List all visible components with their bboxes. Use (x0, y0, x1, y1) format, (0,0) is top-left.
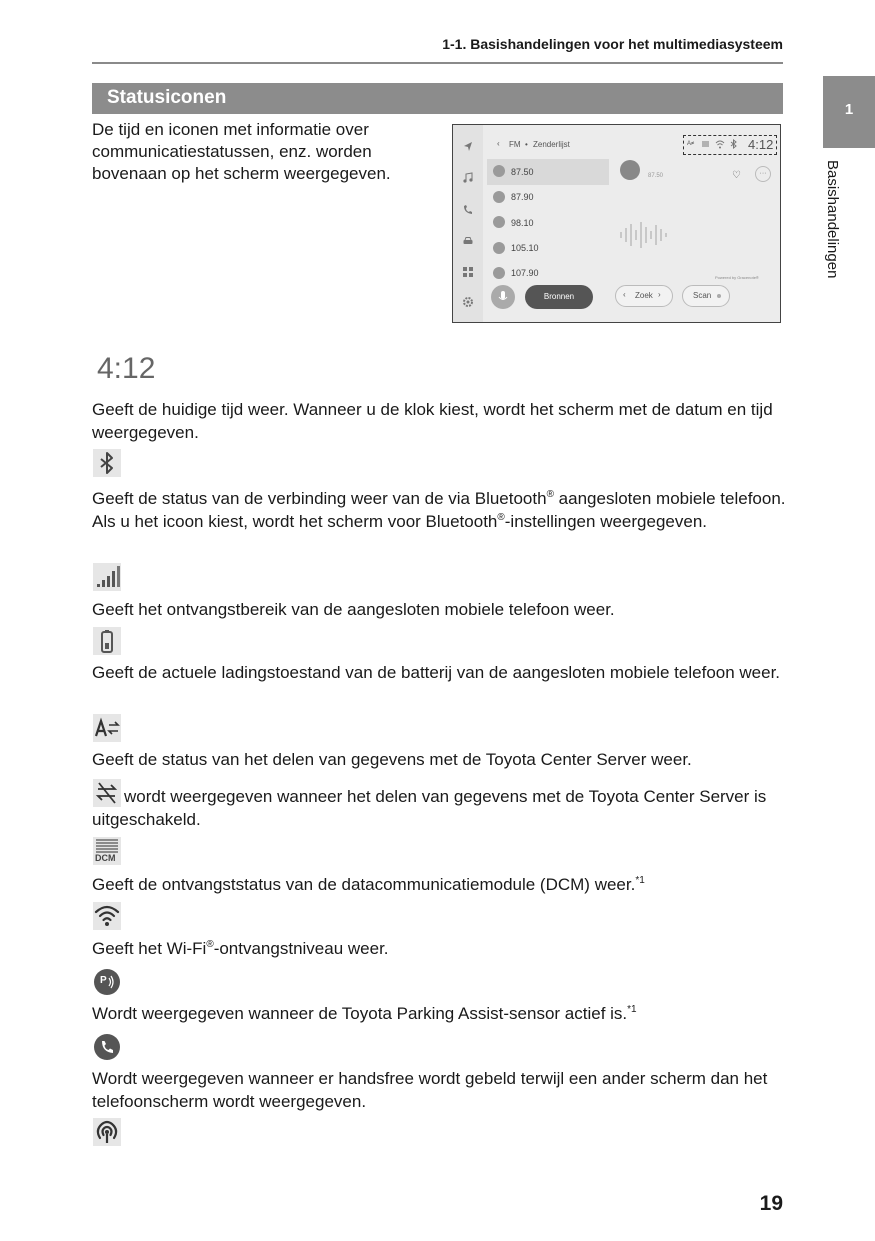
navigation-arrow-icon[interactable] (462, 141, 474, 153)
station-row-selected[interactable] (487, 159, 609, 185)
powered-by-label: Powered by Gracenote® (715, 275, 759, 280)
screen-source-label: FM (509, 140, 521, 149)
chapter-tab-label-text: Basishandelingen (824, 160, 841, 279)
battery-description: Geeft de actuele ladingstoestand van de batterij van de aangesloten mobiele telefoon weer. (92, 663, 781, 682)
now-playing-station-icon (620, 160, 640, 180)
station-frequency[interactable]: 98.10 (511, 218, 534, 228)
screen-breadcrumb-separator: • (525, 140, 528, 149)
dcm-icon-label: DCM (95, 853, 116, 863)
dcm-description: Geeft de ontvangststatus van de datacommunicatiemodule (DCM) weer.$^{*1}$ (92, 875, 645, 894)
settings-gear-icon[interactable] (462, 296, 474, 308)
running-header: 1-1. Basishandelingen voor het multimediasysteem (442, 36, 783, 52)
time-description: Geeft de huidige tijd weer. Wanneer u de klok kiest, wordt het scherm met de datum en tijd weergegeven. (92, 400, 773, 442)
hotspot-icon (93, 1118, 121, 1146)
parking-assist-icon-label: P (100, 975, 107, 986)
microphone-icon (491, 285, 515, 309)
intro-paragraph: De tijd en iconen met informatie over communicatiestatussen, enz. worden bovenaan op het scherm weergegeven. (92, 120, 391, 183)
signal-description: Geeft het ontvangstbereik van de aangesloten mobiele telefoon weer. (92, 600, 615, 619)
screen-clock[interactable]: 4:12 (748, 137, 774, 152)
parking-assist-description: Wordt weergegeven wanneer de Toyota Parking Assist-sensor actief is.$^{*1}$ (92, 1004, 637, 1023)
screen-nav-column (453, 125, 483, 322)
station-frequency[interactable]: 107.90 (511, 268, 539, 278)
station-icon (493, 242, 505, 254)
station-icon (493, 165, 505, 177)
screen-list-label: Zenderlijst (533, 140, 570, 149)
more-options-icon[interactable]: ··· (755, 166, 771, 182)
page-number: 19 (759, 1192, 783, 1215)
screen-wifi-icon (715, 140, 725, 149)
data-sharing-off-description: wordt weergegeven wanneer het delen van gegevens met de Toyota Center Server is uitgeschakeld. (92, 787, 767, 829)
scan-indicator-dot (717, 294, 721, 298)
data-sharing-description: Geeft de status van het delen van gegevens met de Toyota Center Server weer. (92, 750, 692, 769)
sources-button[interactable]: Bronnen (525, 285, 593, 309)
signal-strength-icon (93, 563, 121, 591)
phone-icon[interactable] (462, 204, 474, 216)
car-icon[interactable] (462, 235, 474, 247)
data-sharing-icon (93, 714, 121, 742)
station-icon (493, 216, 505, 228)
screen-dcm-icon (701, 140, 710, 149)
bluetooth-icon (93, 449, 121, 477)
music-note-icon[interactable] (462, 172, 474, 184)
clock-display-sample: 4:12 (97, 352, 156, 385)
station-icon (493, 267, 505, 279)
station-icon (493, 191, 505, 203)
search-prev-icon: ‹ (623, 290, 626, 299)
phone-call-icon (93, 1033, 121, 1061)
screen-back-icon[interactable]: ‹ (497, 139, 500, 148)
now-playing-frequency: 87.50 (648, 173, 664, 179)
station-frequency[interactable]: 87.90 (511, 192, 534, 202)
screen-bluetooth-icon (730, 139, 737, 149)
favorite-heart-icon[interactable]: ♡ (732, 170, 741, 181)
dcm-icon (93, 837, 121, 865)
search-next-icon: › (658, 290, 661, 299)
microphone-button[interactable] (491, 285, 515, 309)
battery-icon (93, 627, 121, 655)
screen-data-sharing-icon: A≠ (687, 141, 695, 147)
section-title: Statusiconen (107, 87, 227, 108)
wifi-icon (93, 902, 121, 930)
screen-illustration (452, 124, 781, 323)
apps-grid-icon[interactable] (462, 266, 474, 278)
search-button-label: Zoek (635, 291, 653, 300)
chapter-tab-number: 1 (823, 76, 875, 148)
wifi-description: Geeft het Wi-Fi®-ontvangstniveau weer. (92, 939, 389, 958)
scan-button-label: Scan (693, 291, 712, 300)
header-rule (92, 62, 783, 64)
bluetooth-description: Geeft de status van de verbinding weer van de via Bluetooth® aangesloten mobiele telefoon. Als u het icoon kiest, wordt het scherm voor Bluetooth®-instellingen weergegeven. (92, 489, 786, 531)
station-frequency: 87.50 (511, 167, 534, 177)
chapter-tab-label (822, 160, 860, 310)
station-frequency[interactable]: 105.10 (511, 243, 539, 253)
parking-assist-icon (93, 968, 121, 996)
handsfree-description: Wordt weergegeven wanneer er handsfree wordt gebeld terwijl een ander scherm dan het telefoonscherm wordt weergegeven. (92, 1069, 768, 1111)
audio-waveform-graphic (618, 220, 668, 250)
